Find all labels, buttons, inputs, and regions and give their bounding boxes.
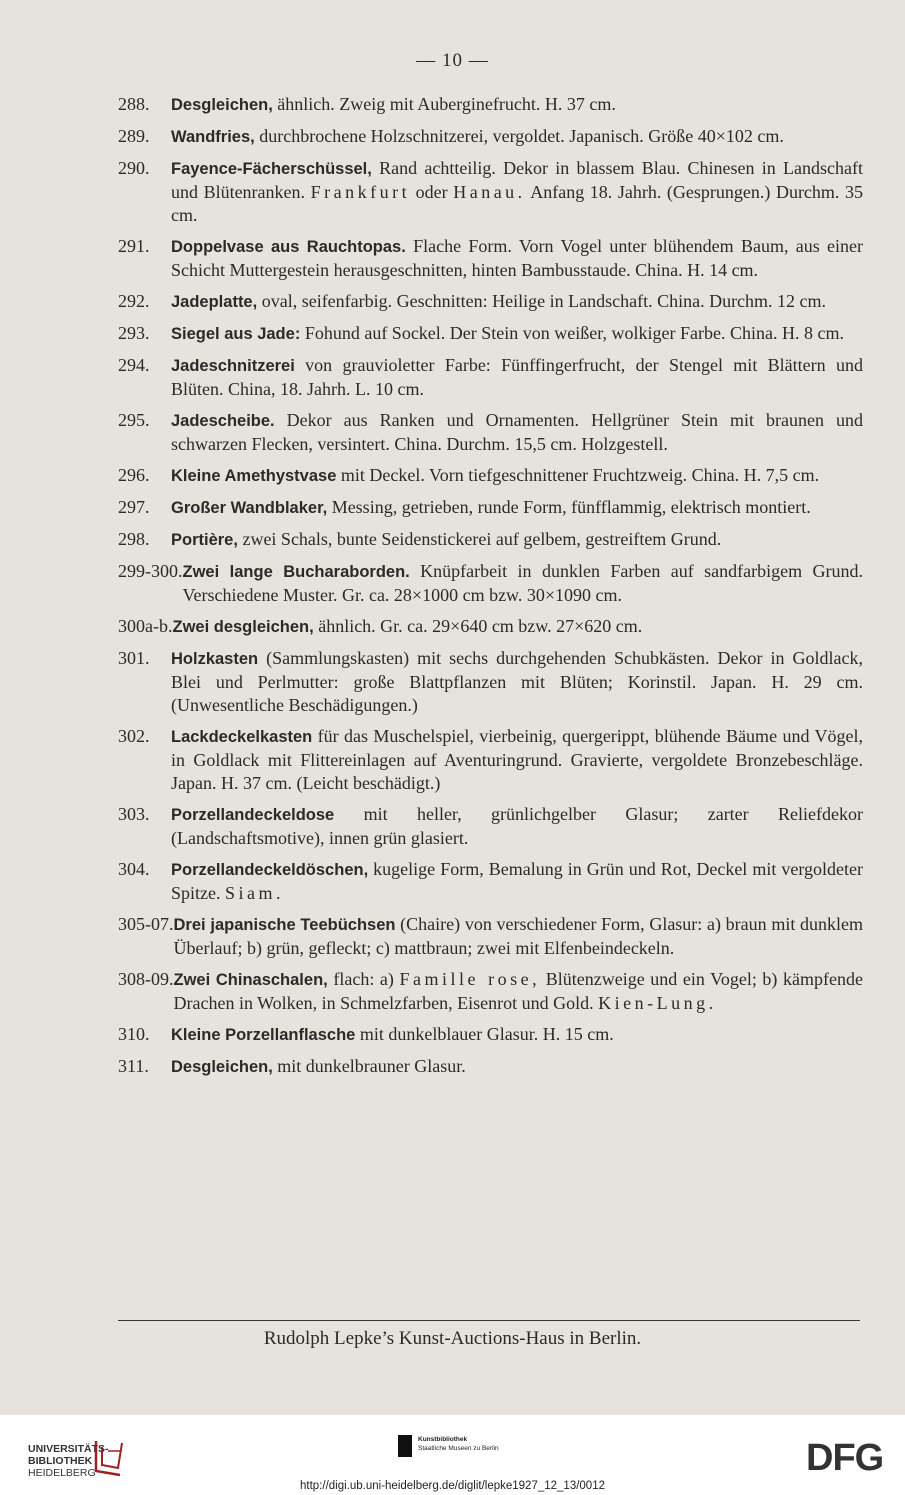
entry-body-text: Anfang 18. Jahrh. (Gesprungen.) Durchm. 35 cm. xyxy=(171,182,863,225)
entry-number: 293. xyxy=(118,323,150,343)
entry-text xyxy=(171,528,863,552)
entry-body-text: durchbrochene Holzschnitzerei, vergoldet. Japanisch. Größe 40×102 cm. xyxy=(254,126,784,146)
footer-rule xyxy=(118,1320,860,1321)
entry-body-text: für das Muschelspiel, vierbeinig, quergerippt, blühende Bäume und Vögel, in Goldlack mit Flittereinlagen auf Aventuringrund. Gravierte, vergoldete Bronzebeschläge. Japan. H. 37 cm. (Leicht beschädigt.) xyxy=(171,726,863,793)
entry-text xyxy=(171,125,863,149)
kunstbibliothek-label xyxy=(418,1435,499,1453)
entry-text xyxy=(171,1055,863,1079)
entry-body-text: oval, seifenfarbig. Geschnitten: Heilige in Landschaft. China. Durchm. 12 cm. xyxy=(257,291,827,311)
entry-heading: Desgleichen, xyxy=(171,1058,273,1076)
catalog-entry xyxy=(118,858,863,905)
entry-number: 292. xyxy=(118,291,150,311)
entry-heading: Jadeschnitzerei xyxy=(171,357,295,375)
entry-text xyxy=(171,235,863,282)
entry-body-text: Knüpfarbeit in dunklen Farben auf sandfarbigem Grund. Verschiedene Muster. Gr. ca. 28×1000 cm bzw. 30×1090 cm. xyxy=(182,561,863,605)
entry-heading: Wandfries, xyxy=(171,128,255,146)
kb-line: Staatliche Museen zu Berlin xyxy=(418,1445,499,1452)
catalog-entry xyxy=(118,125,863,149)
catalog-entry xyxy=(118,725,863,795)
entry-heading: Zwei desgleichen, xyxy=(172,618,314,636)
entry-number: 304. xyxy=(118,859,150,879)
entry-number: 288. xyxy=(118,94,150,114)
catalog-entry xyxy=(118,968,863,1015)
entry-body-text: Flache Form. Vorn Vogel unter blühendem Baum, aus einer Schicht Muttergestein herausgeschnitten, hinten Bambusstaude. China. H. 14 cm. xyxy=(171,236,863,280)
catalog-entry xyxy=(118,322,863,346)
entry-body-text: mit heller, grünlichgelber Glasur; zarter Reliefdekor (Landschaftsmotive), innen grün glasiert. xyxy=(171,804,863,848)
entry-heading: Siegel aus Jade: xyxy=(171,325,301,343)
catalog-entry xyxy=(118,528,863,552)
catalog-entry xyxy=(118,1023,863,1047)
catalog-entry xyxy=(118,409,863,456)
entry-heading: Zwei lange Bucharaborden. xyxy=(182,563,410,581)
entry-body-text: (Sammlungskasten) mit sechs durchgehenden Schubkästen. Dekor in Goldlack, Blei und Perlmutter: große Blattpflanzen mit Blüten; Korinstil. Japan. H. 29 cm. (Unwesentliche Beschädigungen.) xyxy=(171,648,863,715)
entry-number: 311. xyxy=(118,1056,149,1076)
entry-heading: Desgleichen, xyxy=(171,96,273,114)
university-line: UNIVERSITÄTS- xyxy=(28,1443,109,1455)
entry-number: 297. xyxy=(118,497,150,517)
entry-text xyxy=(183,560,864,607)
entry-number: 310. xyxy=(118,1024,150,1044)
entry-spaced-text: Siam. xyxy=(225,883,285,903)
entry-number: 303. xyxy=(118,804,150,824)
catalog-entry xyxy=(118,1055,863,1079)
entry-body-text: kugelige Form, Bemalung in Grün und Rot, Deckel mit vergoldeter Spitze. xyxy=(171,859,863,903)
university-line: HEIDELBERG xyxy=(28,1467,96,1479)
catalog-entry xyxy=(118,290,863,314)
source-url-link[interactable]: http://digi.ub.uni-heidelberg.de/diglit/lepke1927_12_13/0012 xyxy=(300,1480,605,1492)
entry-body-text: mit Deckel. Vorn tiefgeschnittener Fruchtzweig. China. H. 7,5 cm. xyxy=(336,465,820,485)
entry-number: 289. xyxy=(118,126,150,146)
entry-body-text: Dekor aus Ranken und Ornamenten. Hellgrüner Stein mit braunen und schwarzen Flecken, versintert. China. Durchm. 15,5 cm. Holzgestell. xyxy=(171,410,863,454)
catalog-entry xyxy=(118,913,863,960)
catalog-entry xyxy=(118,496,863,520)
entry-spaced-text: Kien-Lung. xyxy=(598,993,717,1013)
entry-text xyxy=(174,913,864,960)
catalog-entry xyxy=(118,93,863,117)
entry-body-text: oder xyxy=(410,182,454,202)
entry-text xyxy=(171,725,863,795)
catalog-entry xyxy=(118,157,863,227)
entry-number: 301. xyxy=(118,648,150,668)
entry-body-text: Rand achtteilig. Dekor in blassem Blau. Chinesen in Landschaft und Blütenranken. xyxy=(171,158,863,202)
entry-body-text: von grauvioletter Farbe: Fünffingerfrucht, der Stengel mit Blättern und Blüten. China, 18. Jahrh. L. 10 cm. xyxy=(171,355,863,399)
entry-heading: Holzkasten xyxy=(171,650,259,668)
dfg-logo: DFG xyxy=(806,1437,884,1479)
entry-text xyxy=(171,157,863,227)
entry-number: 308-09. xyxy=(118,969,174,989)
entry-text xyxy=(171,858,863,905)
entry-number: 294. xyxy=(118,355,150,375)
entry-spaced-text: Hanau. xyxy=(453,182,526,202)
entry-body-text: mit dunkelbrauner Glasur. xyxy=(272,1056,466,1076)
entry-body-text: zwei Schals, bunte Seidenstickerei auf gelbem, gestreiftem Grund. xyxy=(237,529,722,549)
entry-text xyxy=(171,464,863,488)
digitization-bar xyxy=(0,1415,905,1495)
entry-number: 305-07. xyxy=(118,914,174,934)
catalog-entry xyxy=(118,464,863,488)
kunstbibliothek-logo-icon xyxy=(398,1435,412,1457)
entry-heading: Doppelvase aus Rauchtopas. xyxy=(171,238,406,256)
entry-body-text: ähnlich. Gr. ca. 29×640 cm bzw. 27×620 cm. xyxy=(313,616,643,636)
entry-heading: Zwei Chinaschalen, xyxy=(173,971,328,989)
page-number: — 10 — xyxy=(416,50,489,71)
entry-heading: Kleine Amethystvase xyxy=(171,467,337,485)
catalog-entry xyxy=(118,354,863,401)
catalog-entries xyxy=(118,93,863,1087)
entry-text xyxy=(171,322,863,346)
kb-line: Kunstbibliothek xyxy=(418,1436,468,1443)
entry-text xyxy=(171,409,863,456)
entry-text xyxy=(174,968,864,1015)
entry-body-text: flach: a) xyxy=(327,969,400,989)
entry-number: 295. xyxy=(118,410,150,430)
entry-text xyxy=(171,290,863,314)
entry-body-text: mit dunkelblauer Glasur. H. 15 cm. xyxy=(355,1024,614,1044)
catalog-entry xyxy=(118,803,863,850)
entry-heading: Porzellandeckeldöschen, xyxy=(171,861,369,879)
publisher-footer: Rudolph Lepke’s Kunst-Auctions-Haus in Berlin. xyxy=(263,1328,642,1349)
catalog-entry xyxy=(118,615,863,639)
entry-spaced-text: Frankfurt xyxy=(310,182,411,202)
entry-text xyxy=(171,803,863,850)
catalog-entry xyxy=(118,560,863,607)
entry-number: 296. xyxy=(118,465,150,485)
entry-text xyxy=(171,354,863,401)
university-line: BIBLIOTHEK xyxy=(28,1455,93,1467)
entry-body-text: Fohund auf Sockel. Der Stein von weißer, wolkiger Farbe. China. H. 8 cm. xyxy=(300,323,844,343)
catalog-entry xyxy=(118,647,863,717)
entry-heading: Fayence-Fächerschüssel, xyxy=(171,160,372,178)
entry-heading: Lackdeckelkasten xyxy=(171,728,313,746)
entry-heading: Kleine Porzellanflasche xyxy=(171,1026,356,1044)
entry-heading: Großer Wandblaker, xyxy=(171,499,328,517)
entry-number: 300a-b. xyxy=(118,616,173,636)
entry-spaced-text: Famille rose, xyxy=(399,969,541,989)
entry-body-text: Blütenzweige und ein Vogel; b) kämpfende Drachen in Wolken, in Schmelzfarben, Eisenrot und Gold. xyxy=(173,969,863,1013)
entry-number: 290. xyxy=(118,158,150,178)
university-logo-icon xyxy=(92,1437,126,1479)
entry-heading: Drei japanische Teebüchsen xyxy=(173,916,396,934)
entry-heading: Porzellandeckeldose xyxy=(171,806,335,824)
entry-heading: Jadescheibe. xyxy=(171,412,275,430)
catalog-entry xyxy=(118,235,863,282)
entry-number: 302. xyxy=(118,726,150,746)
entry-text xyxy=(171,496,863,520)
entry-number: 299-300. xyxy=(118,561,183,581)
entry-heading: Portière, xyxy=(171,531,238,549)
entry-text xyxy=(171,647,863,717)
entry-text xyxy=(171,1023,863,1047)
entry-body-text: Messing, getrieben, runde Form, fünfflammig, elektrisch montiert. xyxy=(327,497,811,517)
entry-text xyxy=(172,615,863,639)
entry-number: 291. xyxy=(118,236,150,256)
entry-body-text: (Chaire) von verschiedener Form, Glasur: a) braun mit dunklem Überlauf; b) grün, gefleckt; c) mattbraun; zwei mit Elfenbeindeckeln. xyxy=(173,914,863,958)
entry-body-text: ähnlich. Zweig mit Auberginefrucht. H. 37 cm. xyxy=(272,94,616,114)
entry-number: 298. xyxy=(118,529,150,549)
entry-heading: Jadeplatte, xyxy=(171,293,258,311)
entry-text xyxy=(171,93,863,117)
